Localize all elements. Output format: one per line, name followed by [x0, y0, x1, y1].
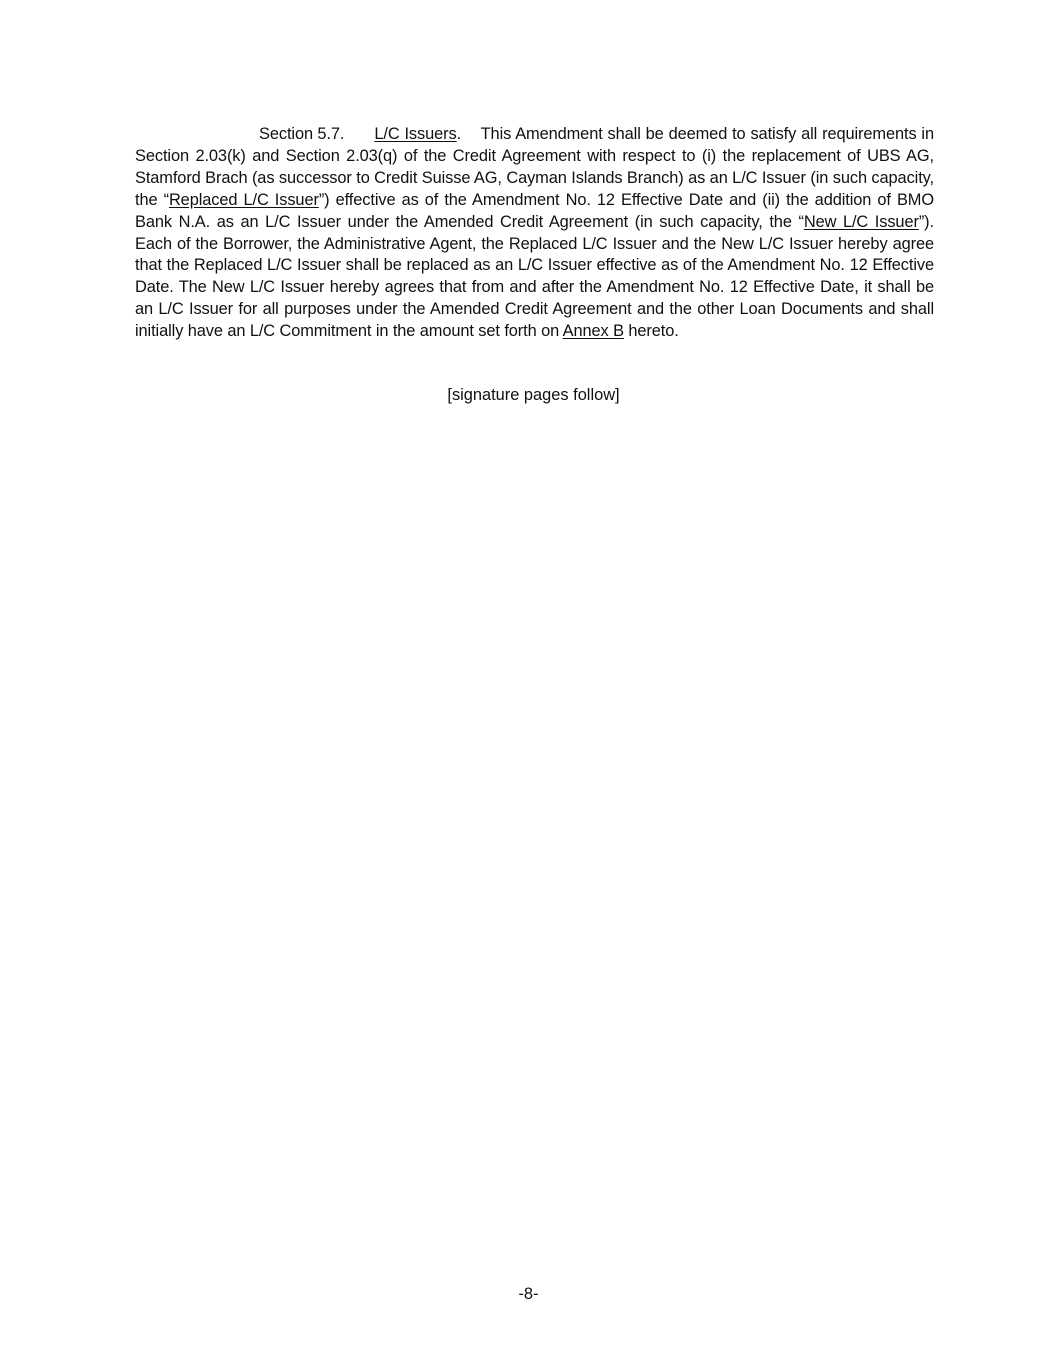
- section-number: Section 5.7.: [259, 125, 345, 143]
- defined-term-replaced-lc-issuer: Replaced L/C Issuer: [168, 190, 319, 209]
- section-5-7-paragraph: [135, 124, 934, 343]
- paragraph-text-4: hereto.: [623, 322, 679, 341]
- signature-pages-note: [signature pages follow]: [447, 386, 620, 404]
- page-number: -8-: [518, 1285, 539, 1303]
- paragraph-text-1: This Amendment shall be deemed to satisfy all requirements in Section 2.03(k) and Section 2.03(q) of the Credit Agreement with respect to (i) the replacement of UBS AG, Stamford Brach (as successor to Credit Suisse AG, Cayman Islands Branch) as an L/C Issuer (in such capacity, the “: [135, 125, 934, 209]
- paragraph-text-2: ”) effective as of the Amendment No. 12 Effective Date and (ii) the addition of BMO Bank N.A. as an L/C Issuer under the Amended Credit Agreement (in such capacity, the “: [135, 190, 934, 231]
- paragraph-text-3: ”). Each of the Borrower, the Administrative Agent, the Replaced L/C Issuer and the New L/C Issuer hereby agree that the Replaced L/C Issuer shall be replaced as an L/C Issuer effective as of the Amendment No. 12 Effective Date. The New L/C Issuer hereby agrees that from and after the Amendment No. 12 Effective Date, it shall be an L/C Issuer for all purposes under the Amended Credit Agreement and the other Loan Documents and shall initially have an L/C Commitment in the amount set forth on: [135, 212, 934, 341]
- section-heading: L/C Issuers: [374, 125, 457, 143]
- section-heading-punct: .: [456, 125, 462, 143]
- defined-term-new-lc-issuer: New L/C Issuer: [803, 212, 919, 231]
- annex-b-reference: Annex B: [562, 322, 624, 341]
